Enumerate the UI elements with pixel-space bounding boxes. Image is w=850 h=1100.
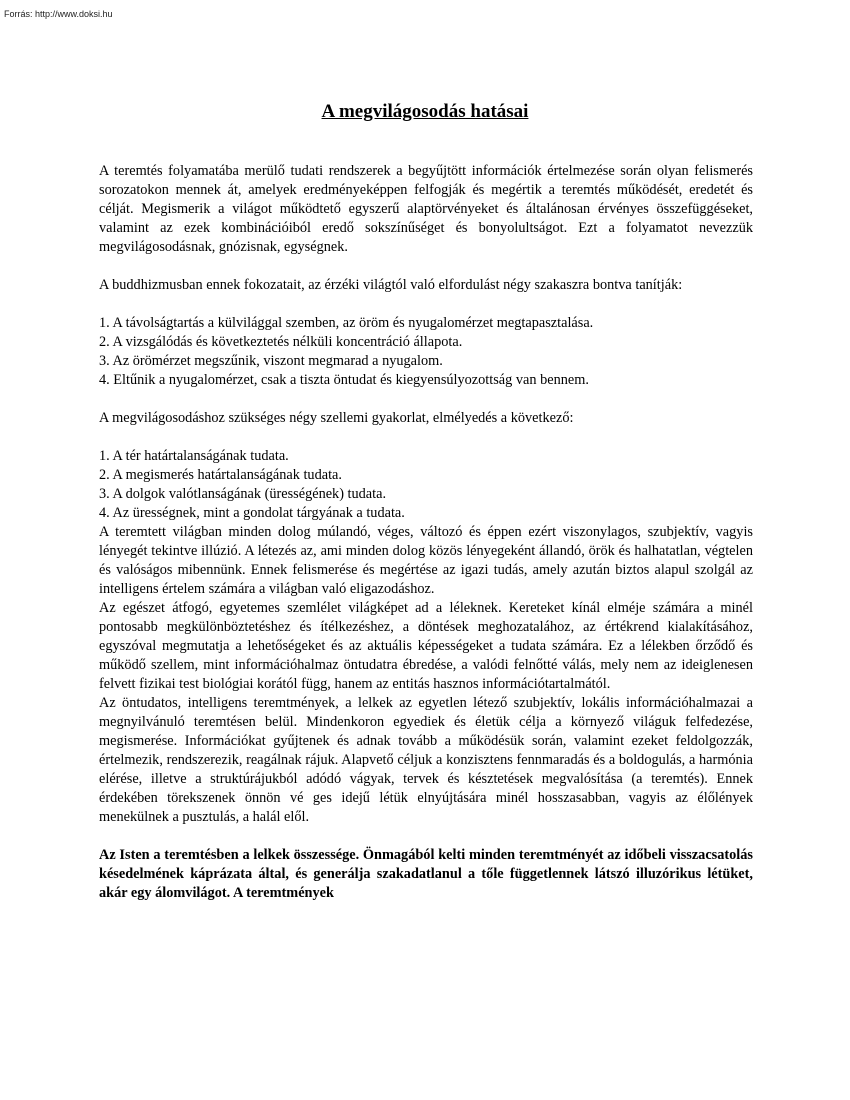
list-item: 4. Az ürességnek, mint a gondolat tárgyának a tudata. <box>99 505 405 521</box>
paragraph-illusion: A teremtett világban minden dolog múlandó, véges, változó és éppen ezért viszonylagos, szubjektív, vagyis lényegét tekintve illúzió. A létezés az, ami minden dolog közös lényegeként állandó, örök és halhatatlan, végtelen és valóságos mibennünk. Ennek felismerése és megértése az igazi tudás, amely azután biztos alapul szolgál az intelligens értelem számára a világban való eligazodáshoz. <box>99 524 753 597</box>
practices-list <box>99 447 753 523</box>
list-item: 3. Az örömérzet megszűnik, viszont megmarad a nyugalom. <box>99 353 443 369</box>
list-item: 2. A megismerés határtalanságának tudata. <box>99 467 342 483</box>
list-item: 4. Eltűnik a nyugalomérzet, csak a tiszta öntudat és kiegyensúlyozottság van bennem. <box>99 372 589 388</box>
list-item: 2. A vizsgálódás és következtetés nélküli koncentráció állapota. <box>99 334 463 350</box>
source-label: Forrás: http://www.doksi.hu <box>4 9 113 19</box>
paragraph-god: Az Isten a teremtésben a lelkek összessége. Önmagából kelti minden teremtményét az időbeli visszacsatolás késedelmének káprázata által, és generálja szakadatlanul a tőle függetlennek látszó illuzórikus létüket, akár egy álomvilágot. A teremtmények <box>99 847 753 901</box>
paragraph-worldview: Az egészet átfogó, egyetemes szemlélet világképet ad a léleknek. Kereteket kínál elméje számára a minél pontosabb megkülönböztetéshez és ítélkezéshez, a döntések meghozatalához, az értékrend kialakításához, egyszóval megmutatja a lehetőségeket és az aktuális képességeket a tudata számára. Ez a lélekben őrződő és működő szellem, mint információhalmaz öntudatra ébredése, a valódi felnőtté válás, mely nem az ideiglenesen felvett fizikai test biológiai korától függ, hanem az entitás hasznos információtartalmától. <box>99 600 753 692</box>
paragraph-intro: A teremtés folyamatába merülő tudati rendszerek a begyűjtött információk értelmezése során olyan felismerés sorozatokon mennek át, amelyek eredményeképpen felfogják és megértik a teremtés működését, eredetét és célját. Megismerik a világot működtető egyszerű alaptörvényeket és általánosan érvényes összefüggéseket, valamint az ezek kombinációiból eredő sokszínűséget és bonyolultságot. Ezt a folyamatot nevezzük megvilágosodásnak, gnózisnak, egységnek. <box>99 163 753 255</box>
document-body <box>99 162 753 903</box>
paragraph-beings: Az öntudatos, intelligens teremtmények, a lelkek az egyetlen létező szubjektív, lokális információhalmazai a megnyilvánuló teremtésen belül. Mindenkoron egyediek és életük célja a környező világuk felfedezése, megismerése. Információkat gyűjtenek és adnak tovább a működésük során, valamint ezeket feldolgozzák, értelmezik, rendszerezik, reagálnak rájuk. Alapvető céljuk a konzisztens fennmaradás és a boldogulás, a harmónia elérése, illetve a struktúrájukból adódó vágyak, tervek és késztetések megvalósítása (a teremtés). Ennek érdekében törekszenek önnön vé ges idejű létük elnyújtására minél hosszasabban, vagyis az élőlények menekülnek a pusztulás, a halál elől. <box>99 695 753 825</box>
paragraph-buddhism: A buddhizmusban ennek fokozatait, az érzéki világtól való elfordulást négy szakaszra bontva tanítják: <box>99 277 683 293</box>
list-item: 1. A távolságtartás a külvilággal szemben, az öröm és nyugalomérzet megtapasztalása. <box>99 315 594 331</box>
page-title: A megvilágosodás hatásai <box>321 101 529 122</box>
paragraph-practices: A megvilágosodáshoz szükséges négy szellemi gyakorlat, elmélyedés a következő: <box>99 410 574 426</box>
list-item: 3. A dolgok valótlanságának (ürességének) tudata. <box>99 486 387 502</box>
list-item: 1. A tér határtalanságának tudata. <box>99 448 289 464</box>
stages-list <box>99 314 753 390</box>
